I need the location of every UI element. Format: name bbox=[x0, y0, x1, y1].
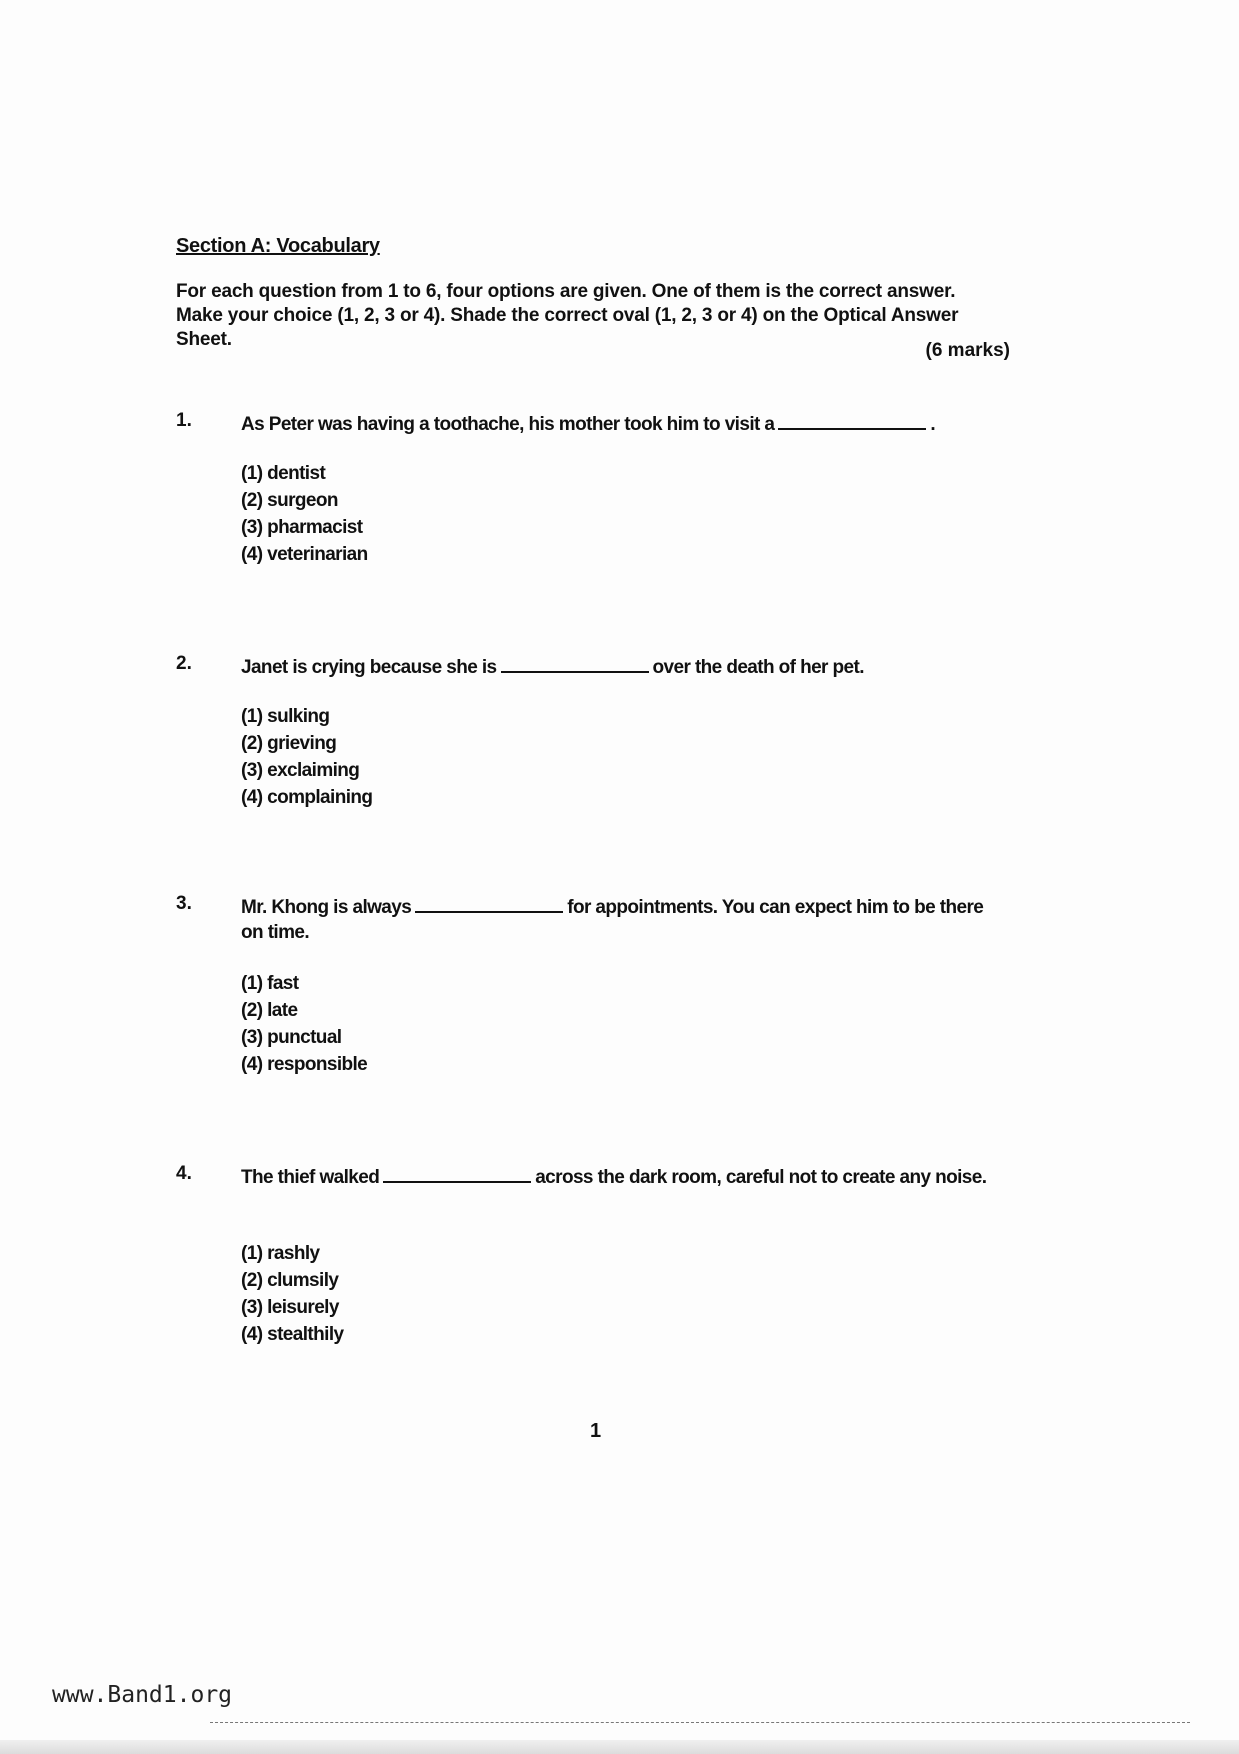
question-text-after: over the death of her pet. bbox=[652, 657, 864, 678]
question-text-after: across the dark room, careful not to create any noise. bbox=[535, 1167, 987, 1188]
option-item: (1) sulking bbox=[241, 706, 330, 727]
question-number: 3. bbox=[176, 893, 192, 914]
instructions-line: Sheet. bbox=[176, 329, 232, 350]
option-item: (1) rashly bbox=[241, 1243, 320, 1264]
question-text-before: Janet is crying because she is bbox=[241, 657, 497, 678]
answer-blank bbox=[778, 410, 926, 430]
option-item: (1) dentist bbox=[241, 463, 326, 484]
question-text-after: . bbox=[930, 414, 936, 435]
answer-blank bbox=[415, 893, 563, 913]
question-number: 2. bbox=[176, 653, 192, 674]
question-number: 4. bbox=[176, 1163, 192, 1184]
options-list bbox=[241, 460, 368, 568]
marks-label: (6 marks) bbox=[925, 340, 1010, 361]
section-title: Section A: Vocabulary bbox=[176, 235, 380, 257]
option-item: (4) responsible bbox=[241, 1054, 368, 1075]
option-item: (3) leisurely bbox=[241, 1297, 339, 1318]
question-text bbox=[241, 410, 1001, 437]
scan-edge bbox=[0, 1740, 1239, 1754]
instructions-line: For each question from 1 to 6, four options are given. One of them is the correct answer. bbox=[176, 281, 956, 302]
answer-blank bbox=[383, 1163, 531, 1183]
option-item: (2) late bbox=[241, 1000, 298, 1021]
options-list bbox=[241, 1240, 343, 1348]
question-text-before: The thief walked bbox=[241, 1167, 380, 1188]
option-item: (2) grieving bbox=[241, 733, 337, 754]
option-item: (2) clumsily bbox=[241, 1270, 339, 1291]
option-item: (3) pharmacist bbox=[241, 517, 363, 538]
question-text-after: for appointments. You can expect him to be there on time. bbox=[241, 897, 984, 943]
option-item: (4) stealthily bbox=[241, 1324, 344, 1345]
question-number: 1. bbox=[176, 410, 192, 431]
option-item: (4) veterinarian bbox=[241, 544, 368, 565]
option-item: (3) punctual bbox=[241, 1027, 342, 1048]
question-text bbox=[241, 893, 1001, 945]
page-number: 1 bbox=[590, 1420, 602, 1442]
footer-url[interactable]: www.Band1.org bbox=[52, 1682, 233, 1708]
question-text bbox=[241, 1163, 1001, 1190]
answer-blank bbox=[501, 653, 649, 673]
option-item: (1) fast bbox=[241, 973, 299, 994]
instructions-line: Make your choice (1, 2, 3 or 4). Shade the correct oval (1, 2, 3 or 4) on the Optical Answer bbox=[176, 305, 959, 326]
question-text-before: Mr. Khong is always bbox=[241, 897, 412, 918]
option-item: (4) complaining bbox=[241, 787, 373, 808]
option-item: (2) surgeon bbox=[241, 490, 338, 511]
scan-divider bbox=[210, 1722, 1190, 1723]
question-text-before: As Peter was having a toothache, his mother took him to visit a bbox=[241, 414, 775, 435]
question-text bbox=[241, 653, 1001, 680]
options-list bbox=[241, 970, 367, 1078]
options-list bbox=[241, 703, 372, 811]
option-item: (3) exclaiming bbox=[241, 760, 360, 781]
